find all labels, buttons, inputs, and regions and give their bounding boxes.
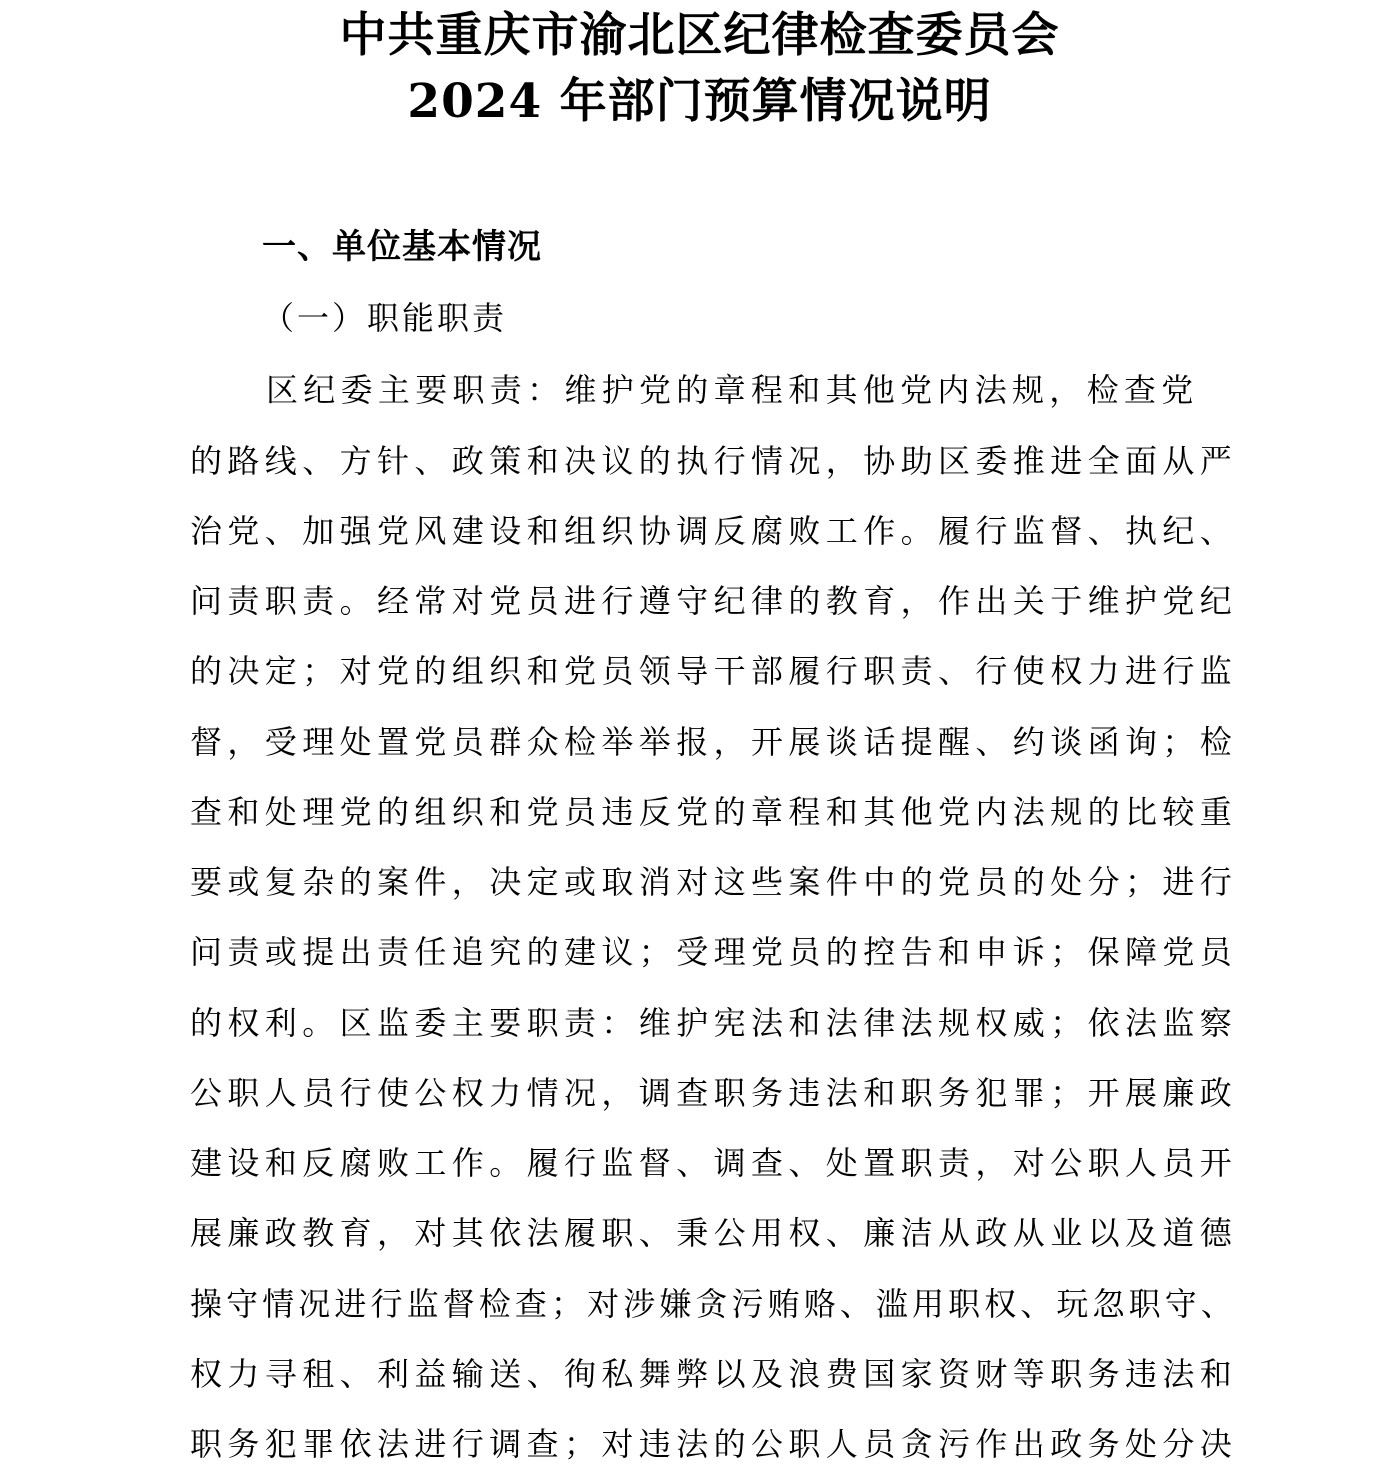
body-line: 问责或提出责任追究的建议；受理党员的控告和申诉；保障党员 [190,933,1238,971]
body-line: 区纪委主要职责：维护党的章程和其他党内法规，检查党 [266,371,1199,409]
document-title-line-1: 中共重庆市渝北区纪律检查委员会 [339,8,1060,63]
body-line: 操守情况进行监督检查；对涉嫌贪污贿赂、滥用职权、玩忽职守、 [190,1285,1237,1323]
body-line: 的决定；对党的组织和党员领导干部履行职责、行使权力进行监 [190,652,1238,690]
body-line: 的权利。区监委主要职责：维护宪法和法律法规权威；依法监察 [190,1004,1238,1042]
section-heading: 一、单位基本情况 [262,227,542,267]
body-line: 督，受理处置党员群众检举举报，开展谈话提醒、约谈函询；检 [190,723,1238,761]
document-title-line-2: 2024 年部门预算情况说明 [407,74,992,129]
body-line: 建设和反腐败工作。履行监督、调查、处置职责，对公职人员开 [190,1144,1238,1182]
body-line: 职务犯罪依法进行调查；对违法的公职人员贪污作出政务处分决 [190,1425,1238,1463]
subsection-heading: （一）职能职责 [262,299,508,337]
body-line: 查和处理党的组织和党员违反党的章程和其他党内法规的比较重 [190,793,1238,831]
body-line: 问责职责。经常对党员进行遵守纪律的教育，作出关于维护党纪 [190,582,1238,620]
body-line: 要或复杂的案件，决定或取消对这些案件中的党员的处分；进行 [190,863,1238,901]
body-line: 展廉政教育，对其依法履职、秉公用权、廉洁从政从业以及道德 [190,1214,1238,1252]
body-line: 治党、加强党风建设和组织协调反腐败工作。履行监督、执纪、 [190,512,1238,550]
body-line: 公职人员行使公权力情况，调查职务违法和职务犯罪；开展廉政 [190,1074,1238,1112]
body-line: 权力寻租、利益输送、徇私舞弊以及浪费国家资财等职务违法和 [190,1355,1238,1393]
body-line: 的路线、方针、政策和决议的执行情况，协助区委推进全面从严 [190,442,1238,480]
